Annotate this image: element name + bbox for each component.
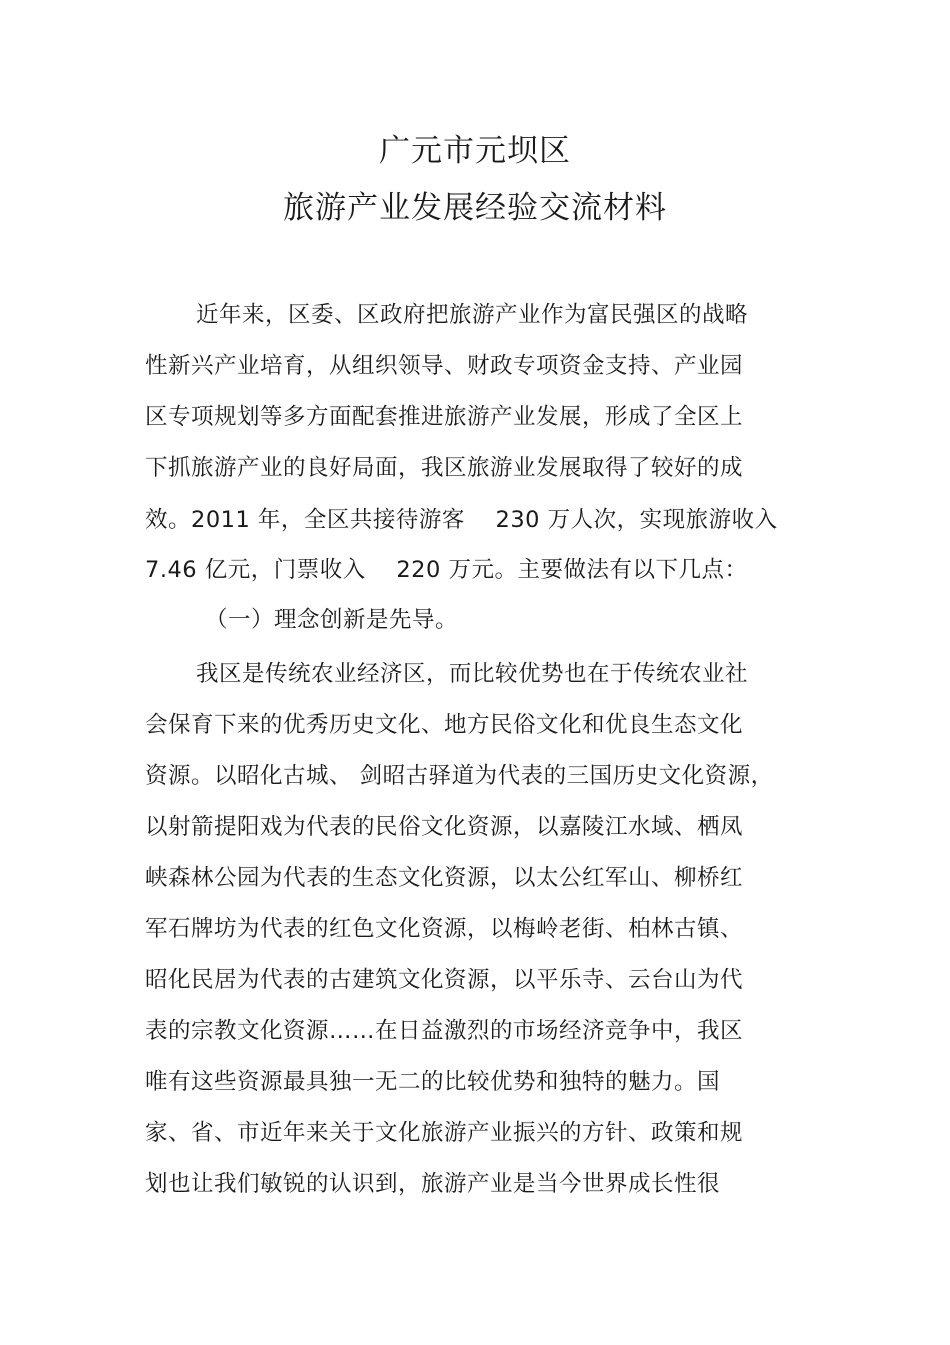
document-title-line-2: 旅游产业发展经验交流材料 bbox=[283, 190, 667, 226]
paragraph-line: 我区是传统农业经济区，而比较优势也在于传统农业社 bbox=[196, 661, 749, 687]
paragraph-line: 军石牌坊为代表的红色文化资源，以梅岭老街、柏林古镇、 bbox=[145, 916, 744, 942]
document-title-line-1: 广元市元坝区 bbox=[379, 133, 571, 169]
paragraph-line: 昭化民居为代表的古建筑文化资源，以平乐寺、云台山为代 bbox=[145, 967, 744, 993]
paragraph-line: 性新兴产业培育，从组织领导、财政专项资金支持、产业园 bbox=[145, 353, 744, 379]
paragraph-line: 会保育下来的优秀历史文化、地方民俗文化和优良生态文化 bbox=[145, 712, 744, 738]
paragraph-line: 峡森林公园为代表的生态文化资源，以太公红军山、柳桥红 bbox=[145, 865, 744, 891]
section-heading: （一）理念创新是先导。 bbox=[205, 607, 459, 633]
paragraph-line: 表的宗教文化资源……在日益激烈的市场经济竞争中，我区 bbox=[145, 1018, 744, 1044]
paragraph-line: 下抓旅游产业的良好局面，我区旅游业发展取得了较好的成 bbox=[145, 455, 744, 481]
paragraph-line: 7.46 亿元，门票收入 220 万元。主要做法有以下几点： bbox=[145, 557, 748, 583]
paragraph-line: 家、省、市近年来关于文化旅游产业振兴的方针、政策和规 bbox=[145, 1120, 744, 1146]
paragraph-line: 以射箭提阳戏为代表的民俗文化资源，以嘉陵江水域、栖凤 bbox=[145, 814, 744, 840]
paragraph-line: 资源。以昭化古城、 剑昭古驿道为代表的三国历史文化资源， bbox=[145, 763, 774, 789]
paragraph-line: 唯有这些资源最具独一无二的比较优势和独特的魅力。国 bbox=[145, 1069, 721, 1095]
paragraph-line: 效。2011 年，全区共接待游客 230 万人次，实现旅游收入 bbox=[145, 507, 778, 533]
paragraph-line: 划也让我们敏锐的认识到，旅游产业是当今世界成长性很 bbox=[145, 1171, 721, 1197]
paragraph-line: 区专项规划等多方面配套推进旅游产业发展，形成了全区上 bbox=[145, 404, 744, 430]
paragraph-line: 近年来，区委、区政府把旅游产业作为富民强区的战略 bbox=[196, 302, 749, 328]
